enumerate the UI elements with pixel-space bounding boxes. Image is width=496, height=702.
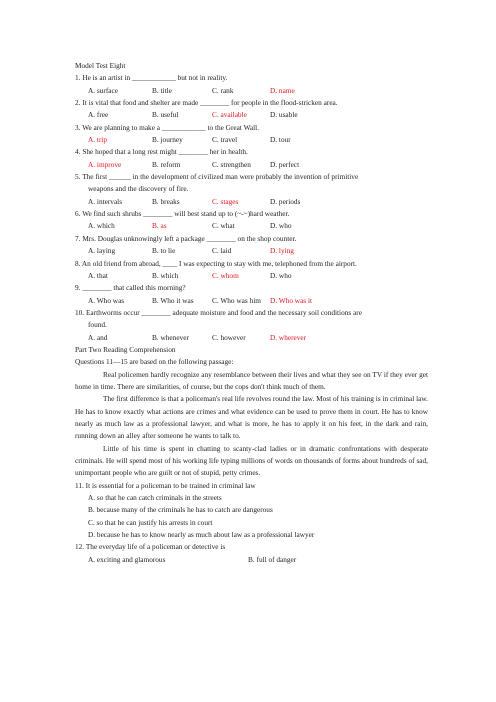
answer-option-d: D. perfect [270, 159, 300, 169]
question-11-stem: 11. It is essential for a policeman to be trained in criminal law [75, 480, 256, 490]
answer-option-b: B. to lie [152, 246, 176, 256]
question-text: It is vital that food and shelter are made ________ for people in the flood-stricken area. [82, 98, 338, 108]
answer-option-b: B. title [152, 85, 172, 95]
question-text: The first ______ in the development of civilized man were probably the invention of primitive [82, 172, 359, 182]
question-stem [75, 146, 428, 158]
answer-option-d: D. tour [270, 135, 291, 145]
question-stem [75, 171, 428, 183]
answer-option-b: B. Who it was [152, 295, 194, 305]
answer-option-d: D. who [270, 221, 292, 231]
answer-option-a: A. that [88, 270, 108, 280]
question-5 [75, 171, 428, 208]
question-list [75, 72, 428, 344]
passage-instruction: Questions 11—15 are based on the following passage: [75, 357, 234, 367]
answer-option-d-correct: D. name [270, 85, 295, 95]
question-stem [75, 72, 428, 84]
question-text: She hoped that a long rest might ________ her in health. [82, 147, 248, 157]
answer-option-c: C. what [212, 221, 235, 231]
answer-option-a: A. which [88, 221, 115, 231]
question-stem [75, 258, 428, 270]
answer-option-c: C. however [212, 332, 246, 342]
question-12-option-a: A. exciting and glamorous [88, 554, 166, 564]
answer-option-b: B. useful [152, 110, 179, 120]
answer-option-c: C. strengthen [212, 159, 251, 169]
question-stem [75, 282, 428, 294]
question-12-stem: 12. The everyday life of a policeman or detective is [75, 542, 226, 552]
answer-option-d: D. periods [270, 196, 301, 206]
question-10 [75, 307, 428, 344]
question-1 [75, 72, 428, 97]
answer-option-d-correct: D. Who was it [270, 295, 313, 305]
answer-options [75, 159, 428, 171]
question-stem [75, 122, 428, 134]
question-number: 3. [75, 122, 81, 132]
answer-option-b: B. breaks [152, 196, 180, 206]
answer-option-c-correct: C. whom [212, 270, 239, 280]
passage-paragraph-3: Little of his time is spent in chatting to scanty-clad ladies or in dramatic confrontations with desperate criminals. He will spend most of his working life typing millions of words on thousands of forms about hundreds of sad, unimportant people who are guilt or not of stupid, petty crimes. [75, 443, 428, 478]
answer-option-a: A. free [88, 110, 109, 120]
question-number: 10. [75, 307, 85, 317]
question-11-option-c: C. so that he can justify his arrests in court [88, 517, 213, 527]
passage-paragraph-1: Real policemen hardly recognize any resemblance between their lives and what they see on TV if they ever get home in time. There are similarities, of course, but the cops don't think much of them. [75, 369, 428, 391]
answer-options [75, 85, 428, 97]
answer-options [75, 245, 428, 257]
answer-option-a-correct: A. improve [88, 159, 122, 169]
question-11-option-a: A. so that he can catch criminals in the streets [88, 493, 222, 503]
question-number: 7. [75, 233, 81, 243]
answer-options [75, 196, 428, 208]
question-11-option-b: B. because many of the criminals he has to catch are dangerous [88, 505, 273, 515]
answer-option-c: C. rank [212, 85, 234, 95]
answer-option-c: C. laid [212, 246, 232, 256]
answer-options [75, 134, 428, 146]
question-9 [75, 282, 428, 307]
question-number: 9. [75, 283, 81, 293]
question-4 [75, 146, 428, 171]
answer-option-a: A. Who was [88, 295, 125, 305]
answer-option-b: B. journey [152, 135, 183, 145]
question-text-continued: weapons and the discovery of fire. [88, 184, 189, 194]
answer-option-c: C. Who was him [212, 295, 261, 305]
question-text: He is an artist in ____________ but not in reality. [82, 73, 228, 83]
answer-option-a: A. laying [88, 246, 116, 256]
answer-option-d-correct: D. wherever [270, 332, 307, 342]
question-text: Mrs. Douglas unknowingly left a package ________ on the shop counter. [82, 233, 297, 243]
answer-option-c: C. travel [212, 135, 238, 145]
question-stem [75, 233, 428, 245]
question-text-continued: found. [88, 320, 107, 330]
answer-options [75, 270, 428, 282]
question-stem [75, 208, 428, 220]
answer-option-b: B. reform [152, 159, 181, 169]
question-text: Earthworms occur ________ adequate moisture and food and the necessary soil conditions are [85, 307, 362, 317]
answer-option-d: D. usable [270, 110, 298, 120]
answer-option-a: A. intervals [88, 196, 123, 206]
question-12-options [75, 554, 428, 566]
passage-paragraph-2: The first difference is that a policeman's real life revolves round the law. Most of his training is in criminal law. He has to know exactly what actions are crimes and what evidence can be used to prove them in court. He has to know nearly as much law as a professional lawyer, and what is more, he has to apply it on his feet, in the dark and rain, running down an alley after someone he wants to talk to. [75, 394, 428, 441]
question-3 [75, 122, 428, 147]
question-7 [75, 233, 428, 258]
question-2 [75, 97, 428, 122]
part-two-heading: Part Two Reading Comprehension [75, 344, 176, 354]
answer-option-d-correct: D. lying [270, 246, 294, 256]
question-text: An old friend from abroad, ____ I was expecting to stay with me, telephoned from the airport. [81, 258, 357, 268]
question-stem [75, 97, 428, 109]
answer-options [75, 220, 428, 232]
question-8 [75, 258, 428, 283]
question-number: 8. [75, 258, 81, 268]
document-body [75, 60, 428, 566]
question-number: 2. [75, 98, 81, 108]
answer-option-c-correct: C. available [212, 110, 247, 120]
answer-options [75, 109, 428, 121]
answer-option-a: A. surface [88, 85, 118, 95]
question-number: 5. [75, 172, 81, 182]
question-number: 6. [75, 209, 81, 219]
question-12-option-b: B. full of danger [248, 554, 297, 564]
question-number: 1. [75, 73, 81, 83]
answer-option-a-correct: A. trip [88, 135, 108, 145]
question-text: ________ that called this morning? [82, 283, 186, 293]
question-11-option-d: D. because he has to know nearly as much about law as a professional lawyer [88, 530, 315, 540]
question-number: 4. [75, 147, 81, 157]
answer-options [75, 295, 428, 307]
question-text: We are planning to make a ____________ to the Great Wall. [82, 122, 259, 132]
answer-option-a: A. and [88, 332, 108, 342]
answer-option-c-correct: C. stages [212, 196, 239, 206]
document-title: Model Test Eight [75, 61, 126, 70]
answer-option-b-correct: B. as [152, 221, 167, 231]
question-stem [75, 307, 428, 319]
question-text: We find such shrubs ________ will best stand up to (~-~)hard weather. [82, 209, 290, 219]
answer-options [75, 332, 428, 344]
question-6 [75, 208, 428, 233]
answer-option-d: D. who [270, 270, 292, 280]
answer-option-b: B. whenever [152, 332, 189, 342]
answer-option-b: B. which [152, 270, 179, 280]
